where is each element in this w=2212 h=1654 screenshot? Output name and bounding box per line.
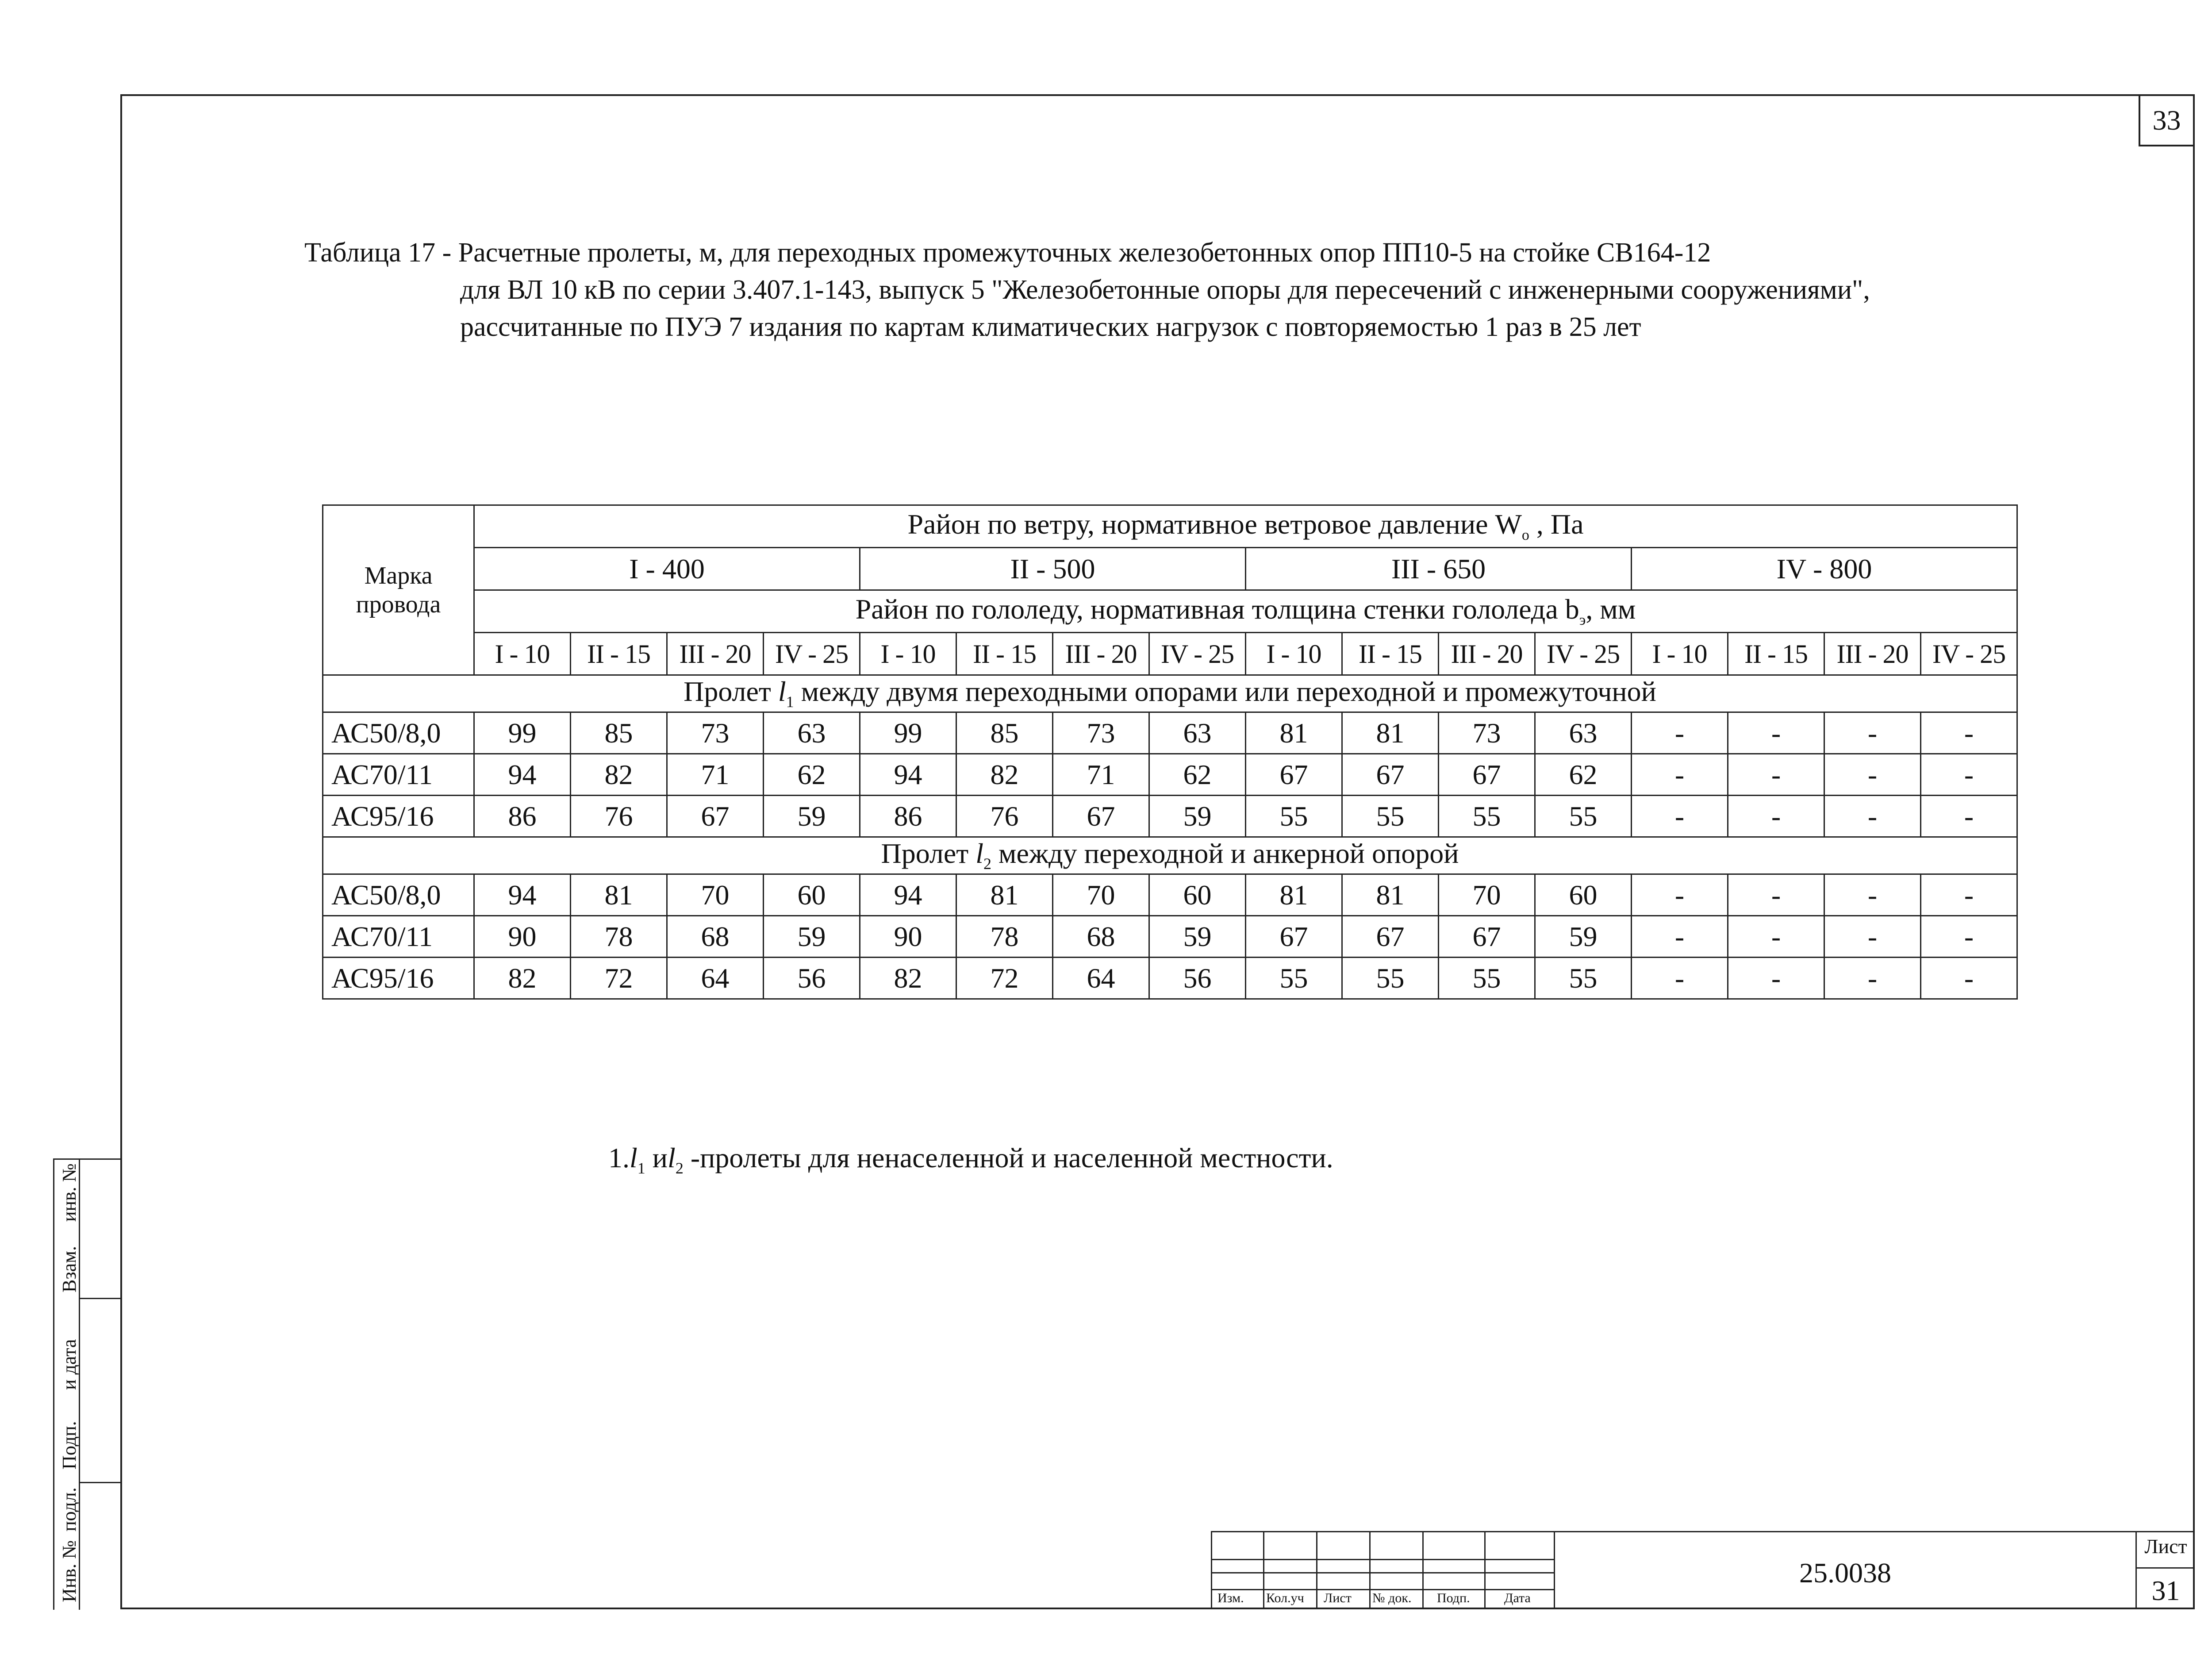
wire-mark: АС95/16 [323,958,474,999]
span-value: 60 [764,874,860,916]
span-value: 73 [1053,712,1149,754]
ice-district: III - 20 [1053,633,1149,675]
span-value: 81 [956,874,1053,916]
stamp-label: Лист [1324,1591,1352,1605]
span-value: 81 [1342,712,1439,754]
span-value: 82 [474,958,571,999]
span-value: - [1632,754,1728,796]
span-value: 76 [956,796,1053,837]
span-value: - [1728,874,1824,916]
ice-district: IV - 25 [1921,633,2017,675]
span-value: 82 [571,754,667,796]
span-value: 81 [1246,874,1342,916]
wire-mark: АС70/11 [323,916,474,958]
span-table [322,504,2018,1000]
span-value: 55 [1535,958,1632,999]
span-value: - [1824,712,1921,754]
sheet-number: 31 [2151,1575,2180,1606]
document-code: 25.0038 [1799,1557,1891,1589]
ice-district: IV - 25 [1149,633,1246,675]
span-value: 73 [1439,712,1535,754]
span-value: 55 [1342,796,1439,837]
span-value: - [1632,874,1728,916]
span-value: - [1921,874,2017,916]
wind-district: I - 400 [474,548,860,590]
span-value: 68 [1053,916,1149,958]
span-value: 62 [1149,754,1246,796]
span-value: 82 [956,754,1053,796]
table-row [323,874,2017,916]
span-section-header: Пролет $l_1$ между двумя переходными опорами или переходной и промежуточной [323,675,2017,712]
span-value: 59 [1535,916,1632,958]
span-value: 81 [1342,874,1439,916]
span-value: - [1824,874,1921,916]
span-value: 59 [764,796,860,837]
stamp-label: Изм. [1217,1591,1244,1605]
span-value: 67 [667,796,764,837]
ice-region-header: Район по гололеду, нормативная толщина стенки гололеда $b_э$, мм [474,590,2017,633]
title-block [1211,1531,2195,1609]
side-stamp-label: Инв. № [58,1540,80,1602]
span-value: 59 [1149,916,1246,958]
span-value: 62 [1535,754,1632,796]
span-value: 86 [860,796,956,837]
ice-district: I - 10 [1246,633,1342,675]
ice-district-row [323,633,2017,675]
span-value: 62 [764,754,860,796]
span-value: 94 [474,754,571,796]
span-value: - [1632,796,1728,837]
span-value: 64 [1053,958,1149,999]
span-value: 90 [860,916,956,958]
span-value: 81 [1246,712,1342,754]
span-value: 64 [667,958,764,999]
span-value: - [1824,958,1921,999]
span-value: 55 [1439,796,1535,837]
page-number: 33 [2139,94,2195,146]
span-value: 59 [764,916,860,958]
wire-mark: АС95/16 [323,796,474,837]
span-value: 67 [1342,754,1439,796]
span-value: - [1728,712,1824,754]
span-section-header: Пролет $l_2$ между переходной и анкерной опорой [323,837,2017,874]
span-value: 94 [474,874,571,916]
ice-district: III - 20 [667,633,764,675]
span-value: - [1921,796,2017,837]
span-value: 55 [1439,958,1535,999]
span-value: 67 [1439,916,1535,958]
wind-region-header: Район по ветру, нормативное ветровое давление $W_o$ , Па [474,505,2017,548]
span-value: - [1824,796,1921,837]
span-value: 68 [667,916,764,958]
wind-district: II - 500 [860,548,1246,590]
ice-district: II - 15 [571,633,667,675]
span-value: 86 [474,796,571,837]
span-value: 55 [1246,958,1342,999]
span-value: - [1632,958,1728,999]
wire-mark-header: Марка провода [323,505,474,675]
table-row [323,712,2017,754]
stamp-label: Дата [1504,1591,1531,1605]
table-row [323,754,2017,796]
ice-district: I - 10 [860,633,956,675]
stamp-label: Подп. [1437,1591,1470,1605]
span-value: 56 [1149,958,1246,999]
span-value: 99 [474,712,571,754]
span-value: 99 [860,712,956,754]
wind-district: III - 650 [1246,548,1632,590]
span-value: - [1921,916,2017,958]
side-stamp-label: Подп. [58,1421,80,1469]
span-value: 60 [1149,874,1246,916]
span-value: 56 [764,958,860,999]
ice-district: II - 15 [956,633,1053,675]
span-value: 55 [1342,958,1439,999]
table-title-line-3: рассчитанные по ПУЭ 7 издания по картам климатических нагрузок с повторяемостью 1 раз в 25 лет [460,312,1641,342]
span-value: 63 [764,712,860,754]
ice-district: IV - 25 [1535,633,1632,675]
span-value: 90 [474,916,571,958]
span-value: - [1921,958,2017,999]
wind-district-row [323,548,2017,590]
side-approval-stamp [53,1158,120,1610]
span-value: 67 [1439,754,1535,796]
span-value: 94 [860,754,956,796]
stamp-label: Кол.уч [1266,1591,1304,1605]
side-stamp-label: Взам. [58,1246,80,1292]
span-value: 76 [571,796,667,837]
stamp-label: № док. [1372,1591,1412,1605]
span-value: 55 [1535,796,1632,837]
side-stamp-label: подл. [58,1487,80,1531]
sheet-label: Лист [2144,1535,2187,1558]
sheet-number-box [2135,1531,2195,1609]
span-value: 70 [1053,874,1149,916]
table-title-line-2: для ВЛ 10 кВ по серии 3.407.1-143, выпуск 5 "Железобетонные опоры для пересечений с инженерными сооружениями", [460,275,1870,305]
span-value: - [1824,754,1921,796]
span-value: 60 [1535,874,1632,916]
side-stamp-label: и дата [58,1339,80,1390]
wire-mark: АС50/8,0 [323,712,474,754]
span-value: - [1632,916,1728,958]
span-value: - [1632,712,1728,754]
span-value: 82 [860,958,956,999]
span-value: 70 [1439,874,1535,916]
span-value: 94 [860,874,956,916]
span-value: 63 [1535,712,1632,754]
span-value: - [1728,958,1824,999]
span-value: 67 [1053,796,1149,837]
ice-district: I - 10 [474,633,571,675]
span-value: - [1728,916,1824,958]
span-value: 67 [1342,916,1439,958]
span-value: 78 [571,916,667,958]
ice-district: III - 20 [1824,633,1921,675]
span-value: 78 [956,916,1053,958]
wire-mark: АС70/11 [323,754,474,796]
span-value: 63 [1149,712,1246,754]
ice-district: I - 10 [1632,633,1728,675]
wire-mark: АС50/8,0 [323,874,474,916]
table-row [323,796,2017,837]
span-value: 85 [571,712,667,754]
ice-district: III - 20 [1439,633,1535,675]
ice-district: IV - 25 [764,633,860,675]
span-value: 71 [667,754,764,796]
footnote: $1.l_1$ $иl_2$ -пролеты для ненаселенной и населенной местности. [608,1142,1333,1177]
table-row [323,958,2017,999]
span-value: 67 [1246,916,1342,958]
span-value: 72 [571,958,667,999]
revision-grid [1211,1531,1554,1609]
span-value: 67 [1246,754,1342,796]
table-title-line-1: Таблица 17 - Расчетные пролеты, м, для переходных промежуточных железобетонных опор ПП10-5 на стойке СВ164-12 [304,238,1711,268]
span-value: 70 [667,874,764,916]
span-value: 59 [1149,796,1246,837]
span-value: - [1728,754,1824,796]
wind-district: IV - 800 [1632,548,2017,590]
span-value: - [1921,712,2017,754]
span-value: 73 [667,712,764,754]
span-value: 81 [571,874,667,916]
span-value: 71 [1053,754,1149,796]
span-value: - [1921,754,2017,796]
side-stamp-label: инв. № [58,1163,80,1222]
ice-district: II - 15 [1728,633,1824,675]
table-row [323,916,2017,958]
span-value: 55 [1246,796,1342,837]
span-value: 72 [956,958,1053,999]
span-value: 85 [956,712,1053,754]
span-value: - [1824,916,1921,958]
ice-district: II - 15 [1342,633,1439,675]
span-value: - [1728,796,1824,837]
